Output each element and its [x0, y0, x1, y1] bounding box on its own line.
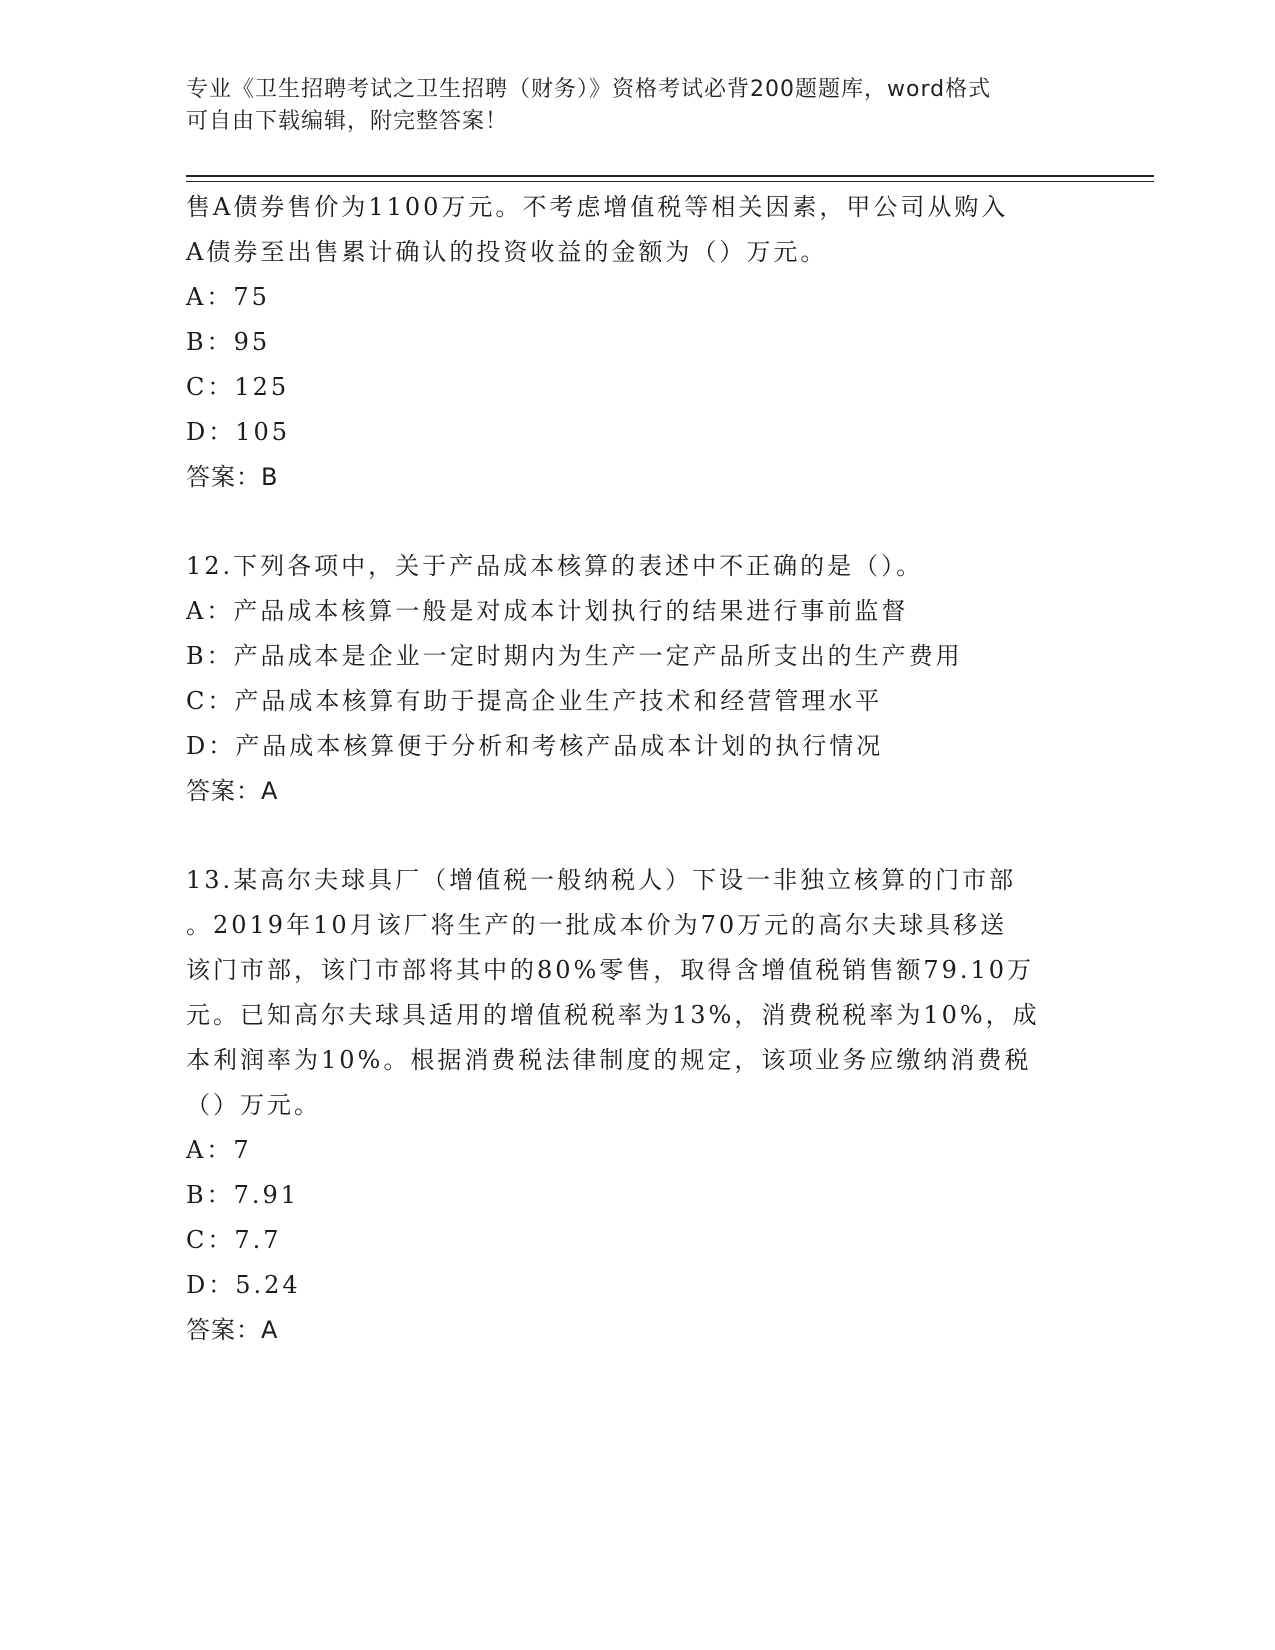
question-12 [186, 544, 1086, 814]
question-stem-line: 售A债券售价为1100万元。不考虑增值税等相关因素，甲公司从购入 [186, 193, 1009, 221]
question-stem-line: 12.下列各项中，关于产品成本核算的表述中不正确的是（）。 [186, 552, 924, 580]
header-divider-thick [186, 175, 1154, 177]
question-content [186, 185, 1086, 1353]
question-stem-line: A债券至出售累计确认的投资收益的金额为（）万元。 [186, 238, 828, 266]
answer-line: 答案：A [186, 1316, 279, 1344]
question-stem-line: 13.某高尔夫球具厂（增值税一般纳税人）下设一非独立核算的门市部 [186, 866, 1017, 894]
question-stem-line: （）万元。 [186, 1091, 321, 1119]
option-b: B：7.91 [186, 1181, 300, 1209]
option-d: D：产品成本核算便于分析和考核产品成本计划的执行情况 [186, 732, 884, 760]
option-b: B：95 [186, 328, 271, 356]
option-a: A：75 [186, 283, 270, 311]
question-spacer [186, 814, 1086, 858]
option-d: D：105 [186, 418, 291, 446]
question-13 [186, 858, 1086, 1353]
header-divider-thin [186, 181, 1154, 182]
option-c: C：产品成本核算有助于提高企业生产技术和经营管理水平 [186, 687, 883, 715]
question-stem-line: 元。已知高尔夫球具适用的增值税税率为13%，消费税税率为10%，成 [186, 1001, 1040, 1029]
option-c: C：7.7 [186, 1226, 282, 1254]
question-stem-line: 该门市部，该门市部将其中的80%零售，取得含增值税销售额79.10万 [186, 956, 1035, 984]
header-title-line-1: 专业《卫生招聘考试之卫生招聘（财务）》资格考试必背200题题库，word格式 [186, 77, 992, 102]
answer-line: 答案：B [186, 463, 279, 491]
option-a: A：7 [186, 1136, 252, 1164]
question-spacer [186, 500, 1086, 544]
document-header [186, 74, 1066, 138]
option-d: D：5.24 [186, 1271, 301, 1299]
option-c: C：125 [186, 373, 290, 401]
question-stem-line: 。2019年10月该厂将生产的一批成本价为70万元的高尔夫球具移送 [186, 911, 1008, 939]
option-b: B：产品成本是企业一定时期内为生产一定产品所支出的生产费用 [186, 642, 963, 670]
question-stem-line: 本利润率为10%。根据消费税法律制度的规定，该项业务应缴纳消费税 [186, 1046, 1032, 1074]
answer-line: 答案：A [186, 777, 279, 805]
option-a: A：产品成本核算一般是对成本计划执行的结果进行事前监督 [186, 597, 909, 625]
header-title-line-2: 可自由下载编辑，附完整答案！ [186, 109, 509, 134]
question-11 [186, 185, 1086, 500]
